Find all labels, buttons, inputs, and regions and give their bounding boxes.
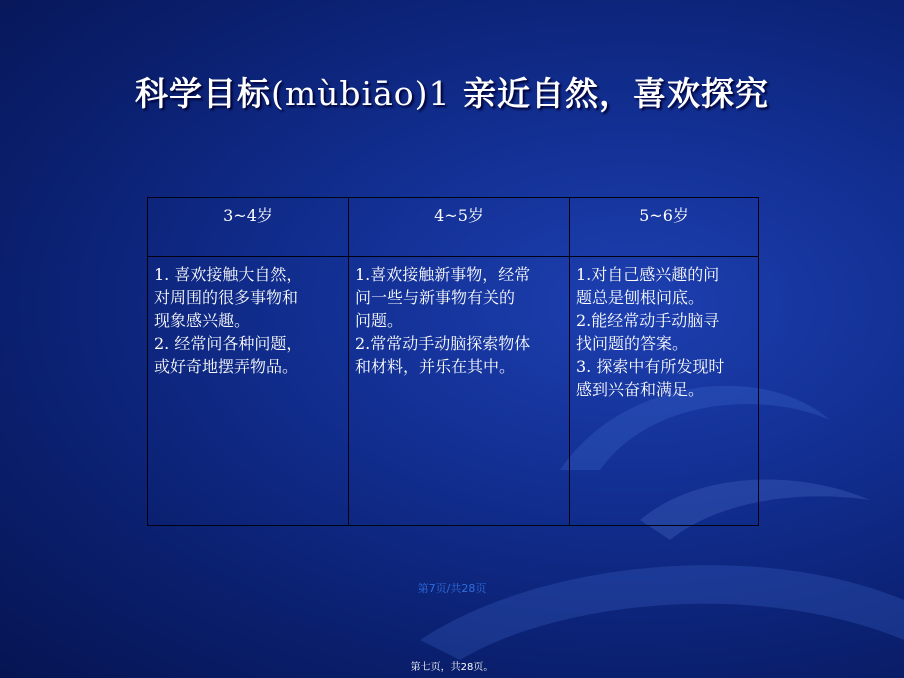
cell-line: 1.喜欢接触新事物，经常 [355,265,531,284]
cell-line: 1. 喜欢接触大自然， [154,265,303,284]
page-indicator: 第7页/共28页 [417,582,487,595]
header-age-5-6: 5~6岁 [570,198,759,257]
cell-line: 3. 探索中有所发现时 [576,357,725,376]
cell-line: 感到兴奋和满足。 [576,380,705,399]
cell-line: 和材料，并乐在其中。 [355,357,516,376]
cell-age-3-4 [148,257,349,526]
cell-line: 或好奇地摆弄物品。 [154,357,299,376]
cell-age-5-6 [570,257,759,526]
cell-line: 问题。 [355,311,404,330]
title-part-1: 科学目标 [134,74,271,113]
table-header-row [148,198,759,257]
cell-line: 2.能经常动手动脑寻 [576,311,720,330]
cell-age-4-5 [349,257,570,526]
cell-line: 对周围的很多事物和 [154,288,299,307]
cell-line: 2.常常动手动脑探索物体 [355,334,531,353]
header-age-4-5: 4~5岁 [349,198,570,257]
table-row [148,257,759,526]
cell-line: 现象感兴趣。 [154,311,251,330]
cell-line: 2. 经常问各种问题， [154,334,303,353]
goals-table [147,197,759,526]
cell-line: 找问题的答案。 [576,334,689,353]
footer-page-text: 第七页，共28页。 [410,662,494,673]
cell-line: 题总是刨根问底。 [576,288,705,307]
slide-title [0,68,904,115]
title-part-3: 亲近自然，喜欢探究 [463,74,769,113]
header-age-3-4: 3~4岁 [148,198,349,257]
cell-line: 1.对自己感兴趣的问 [576,265,720,284]
cell-line: 问一些与新事物有关的 [355,288,516,307]
title-part-2: (mùbiāo)1 [270,74,451,113]
